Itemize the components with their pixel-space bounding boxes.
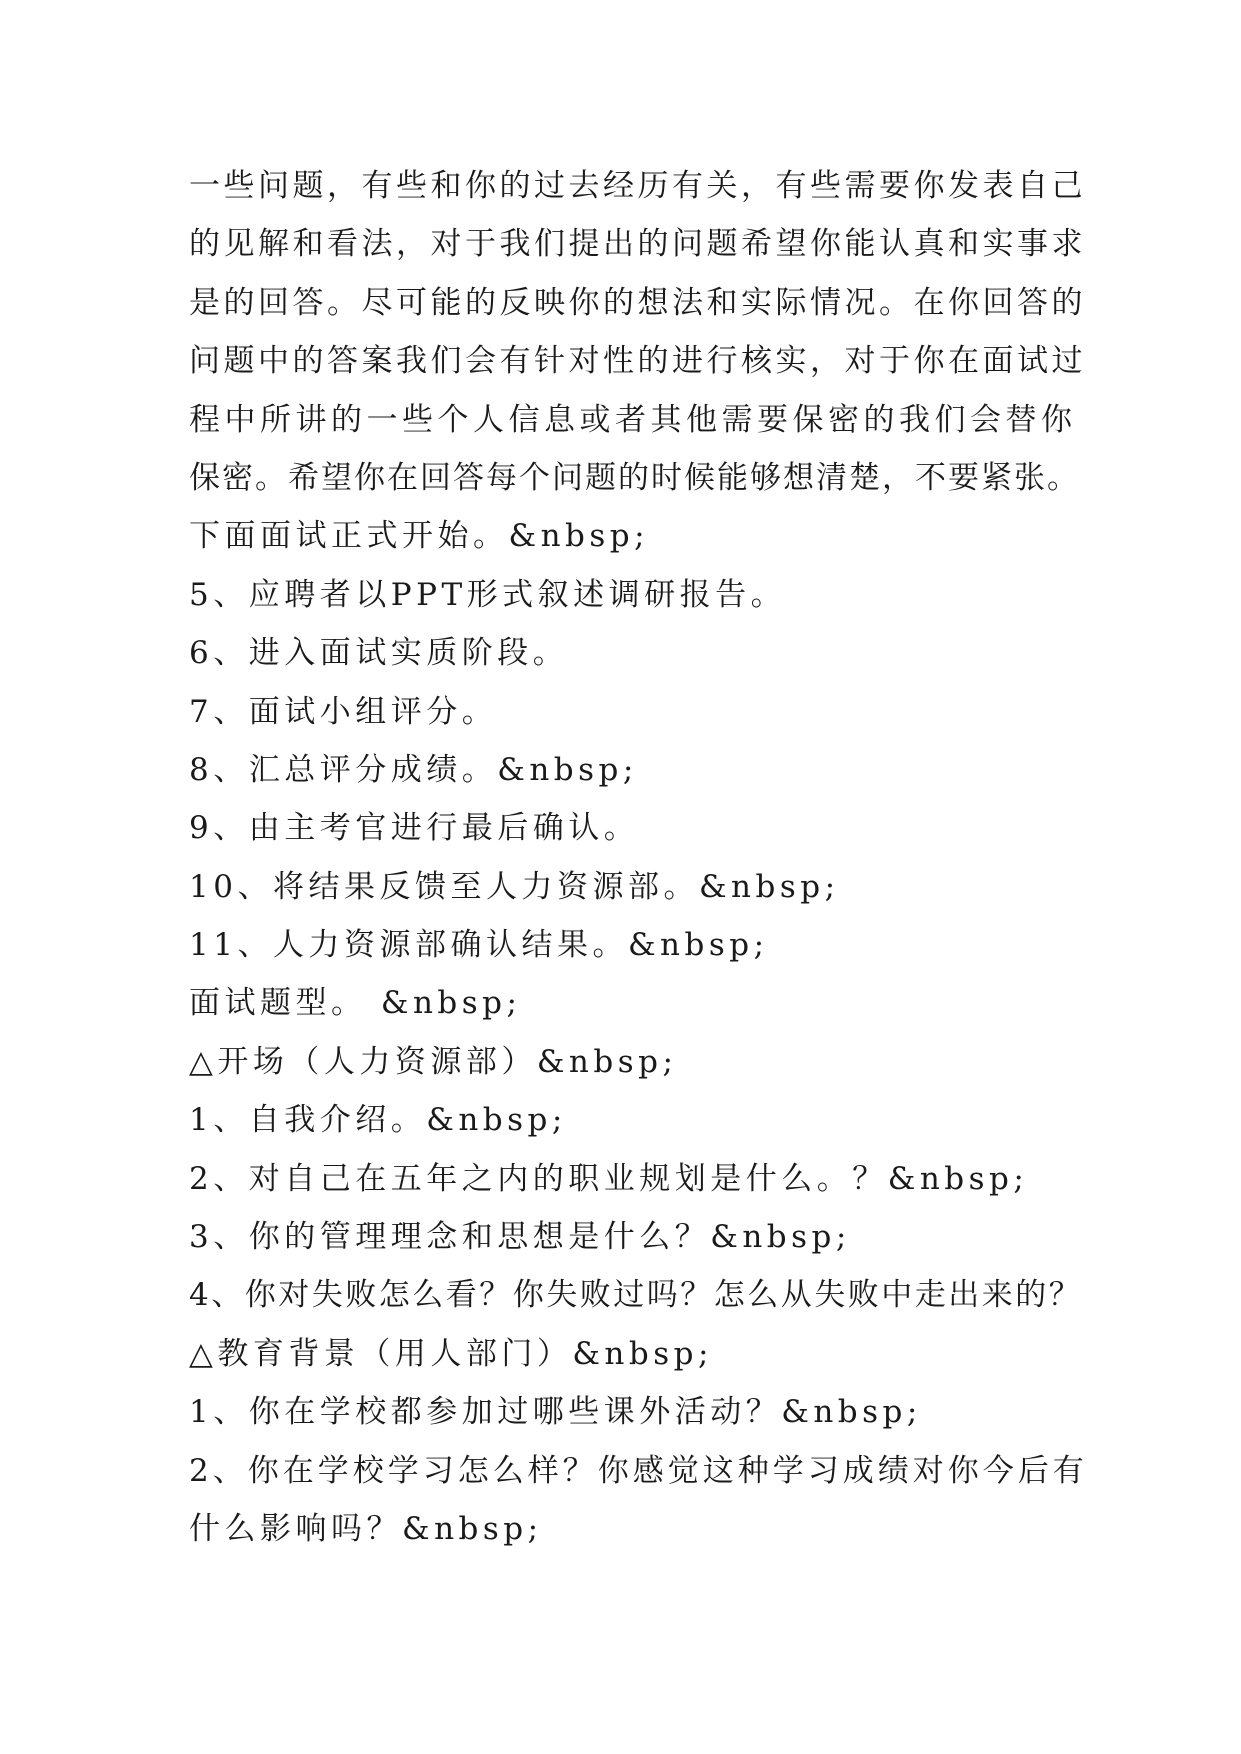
list-item: 6、进入面试实质阶段。 [189,635,569,672]
body-text [189,157,1089,1558]
text-line: 什么影响吗？&nbsp; [189,1510,543,1547]
list-item: 1、自我介绍。&nbsp; [189,1102,567,1139]
text-line: 程中所讲的一些个人信息或者其他需要保密的我们会替你 [189,401,1077,438]
text-line: 一些问题，有些和你的过去经历有关，有些需要你发表自己 [189,168,1086,204]
list-item: 7、面试小组评分。 [189,693,498,730]
section-heading: △开场（人力资源部）&nbsp; [189,1043,678,1080]
text-line: 保密。希望你在回答每个问题的时候能够想清楚，不要紧张。 [189,459,1080,496]
list-item: 2、对自己在五年之内的职业规划是什么。？&nbsp; [189,1160,1029,1197]
list-item: 9、由主考官进行最后确认。 [189,810,640,847]
text-line: 是的回答。尽可能的反映你的想法和实际情况。在你回答的 [189,284,1086,321]
section-heading: 面试题型。 &nbsp; [189,985,522,1022]
list-item: 11、人力资源部确认结果。&nbsp; [189,927,769,964]
text-line: 的见解和看法，对于我们提出的问题希望你能认真和实事求 [189,226,1086,263]
text-line: 下面面试正式开始。&nbsp; [189,518,650,555]
list-item: 2、你在学校学习怎么样？你感觉这种学习成绩对你今后有 [189,1452,1088,1489]
list-item: 5、应聘者以PPT形式叙述调研报告。 [189,576,787,613]
list-item: 3、你的管理理念和思想是什么？&nbsp; [189,1219,851,1256]
text-line: 问题中的答案我们会有针对性的进行核实，对于你在面试过 [189,343,1086,380]
list-item: 10、将结果反馈至人力资源部。&nbsp; [189,868,840,905]
list-item: 8、汇总评分成绩。&nbsp; [189,751,638,788]
list-item: 4、你对失败怎么看？你失败过吗？怎么从失败中走出来的？ [189,1277,1083,1314]
section-heading: △教育背景（用人部门）&nbsp; [189,1335,713,1372]
list-item: 1、你在学校都参加过哪些课外活动？&nbsp; [189,1394,922,1431]
